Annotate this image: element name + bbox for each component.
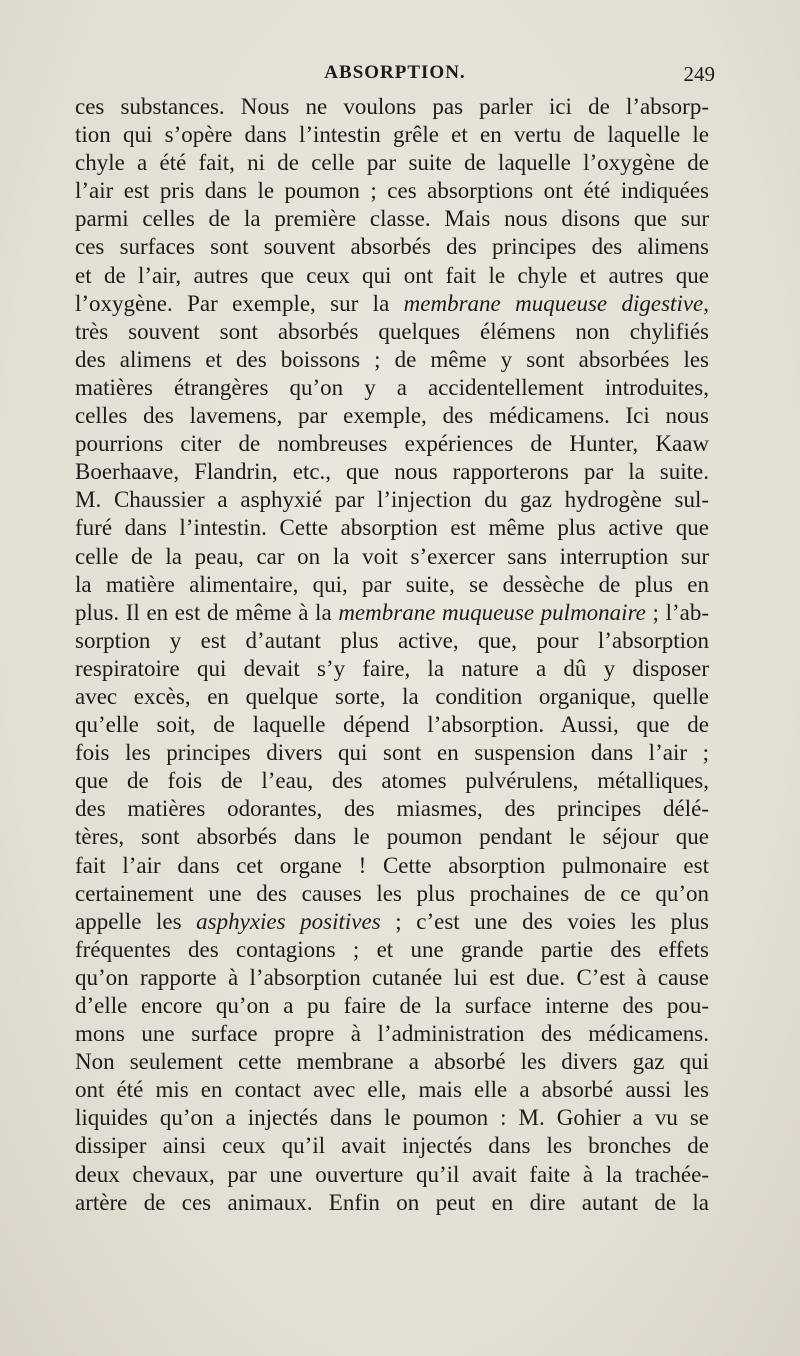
text-line: des matières odorantes, des miasmes, des principes délé- <box>75 796 709 822</box>
body-text <box>75 93 709 1217</box>
text-line: furé dans l’intestin. Cette absorption est même plus active que <box>75 515 709 541</box>
text-line: l’air est pris dans le poumon ; ces absorptions ont été indiquées <box>75 178 709 204</box>
text-line <box>75 290 709 318</box>
text-line: deux chevaux, par une ouverture qu’il avait faite à la trachée- <box>75 1161 709 1187</box>
text-line: fait l’air dans cet organe ! Cette absorption pulmonaire est <box>75 852 709 878</box>
italic-term: membrane muqueuse digestive <box>403 290 704 316</box>
page-header <box>75 62 715 92</box>
text-line: des alimens et des boissons ; de même y sont absorbées les <box>75 346 709 372</box>
text-line: matières étrangères qu’on y a accidentellement introduites, <box>75 374 709 400</box>
text-run: ; l’ab- <box>645 599 709 625</box>
text-line <box>75 908 709 936</box>
text-line: que de fois de l’eau, des atomes pulvérulens, métalliques, <box>75 768 709 794</box>
page-number: 249 <box>683 62 715 86</box>
text-line: M. Chaussier a asphyxié par l’injection du gaz hydrogène sul- <box>75 487 709 513</box>
running-title: ABSORPTION. <box>324 62 466 83</box>
text-line: pourrions citer de nombreuses expériences de Hunter, Kaaw <box>75 431 709 457</box>
text-line: celle de la peau, car on la voit s’exercer sans interruption sur <box>75 543 709 569</box>
text-line: liquides qu’on a injectés dans le poumon : M. Gohier a vu se <box>75 1105 709 1131</box>
text-line: respiratoire qui devait s’y faire, la nature a dû y disposer <box>75 655 709 681</box>
italic-term: asphyxies positives <box>196 908 381 934</box>
text-run: plus. Il en est de même à la <box>75 599 339 625</box>
text-line: Non seulement cette membrane a absorbé les divers gaz qui <box>75 1049 709 1075</box>
text-line: d’elle encore qu’on a pu faire de la surface interne des pou- <box>75 993 709 1018</box>
text-line: fois les principes divers qui sont en suspension dans l’air ; <box>75 740 709 766</box>
text-line: chyle a été fait, ni de celle par suite de laquelle l’oxygène de <box>75 150 709 176</box>
text-run: l’oxygène. Par exemple, sur la <box>75 290 404 316</box>
text-line: qu’on rapporte à l’absorption cutanée lui est due. C’est à cause <box>75 964 709 990</box>
text-run: ; c’est une des voies les plus <box>380 908 709 934</box>
text-line: artère de ces animaux. Enfin on peut en dire autant de la <box>75 1189 709 1215</box>
text-line: parmi celles de la première classe. Mais nous disons que sur <box>75 206 709 232</box>
text-line: ces surfaces sont souvent absorbés des principes des alimens <box>75 234 709 260</box>
text-line: sorption y est d’autant plus active, que, pour l’absorption <box>75 627 709 653</box>
text-line: tères, sont absorbés dans le poumon pendant le séjour que <box>75 824 709 850</box>
text-run: , <box>703 290 710 316</box>
text-line: avec excès, en quelque sorte, la condition organique, quelle <box>75 683 709 709</box>
text-line: ces substances. Nous ne voulons pas parler ici de l’absorp- <box>75 94 709 119</box>
text-run: appelle les <box>75 908 197 934</box>
text-line: tion qui s’opère dans l’intestin grêle et en vertu de laquelle le <box>75 122 709 148</box>
text-line: Boerhaave, Flandrin, etc., que nous rapporterons par la suite. <box>75 459 709 485</box>
text-line: mons une surface propre à l’administration des médicamens. <box>75 1021 709 1047</box>
text-line: et de l’air, autres que ceux qui ont fait le chyle et autres que <box>75 262 709 288</box>
text-line: ont été mis en contact avec elle, mais elle a absorbé aussi les <box>75 1077 709 1103</box>
text-line: fréquentes des contagions ; et une grande partie des effets <box>75 936 709 962</box>
italic-term: membrane muqueuse pulmonaire <box>338 599 646 625</box>
text-line <box>75 599 709 627</box>
text-line: très souvent sont absorbés quelques élémens non chylifiés <box>75 318 709 344</box>
text-line: dissiper ainsi ceux qu’il avait injectés dans les bronches de <box>75 1133 709 1159</box>
text-line: celles des lavemens, par exemple, des médicamens. Ici nous <box>75 403 709 429</box>
text-line: certainement une des causes les plus prochaines de ce qu’on <box>75 880 709 906</box>
text-line: qu’elle soit, de laquelle dépend l’absorption. Aussi, que de <box>75 712 709 738</box>
text-line: la matière alimentaire, qui, par suite, se dessèche de plus en <box>75 571 709 597</box>
